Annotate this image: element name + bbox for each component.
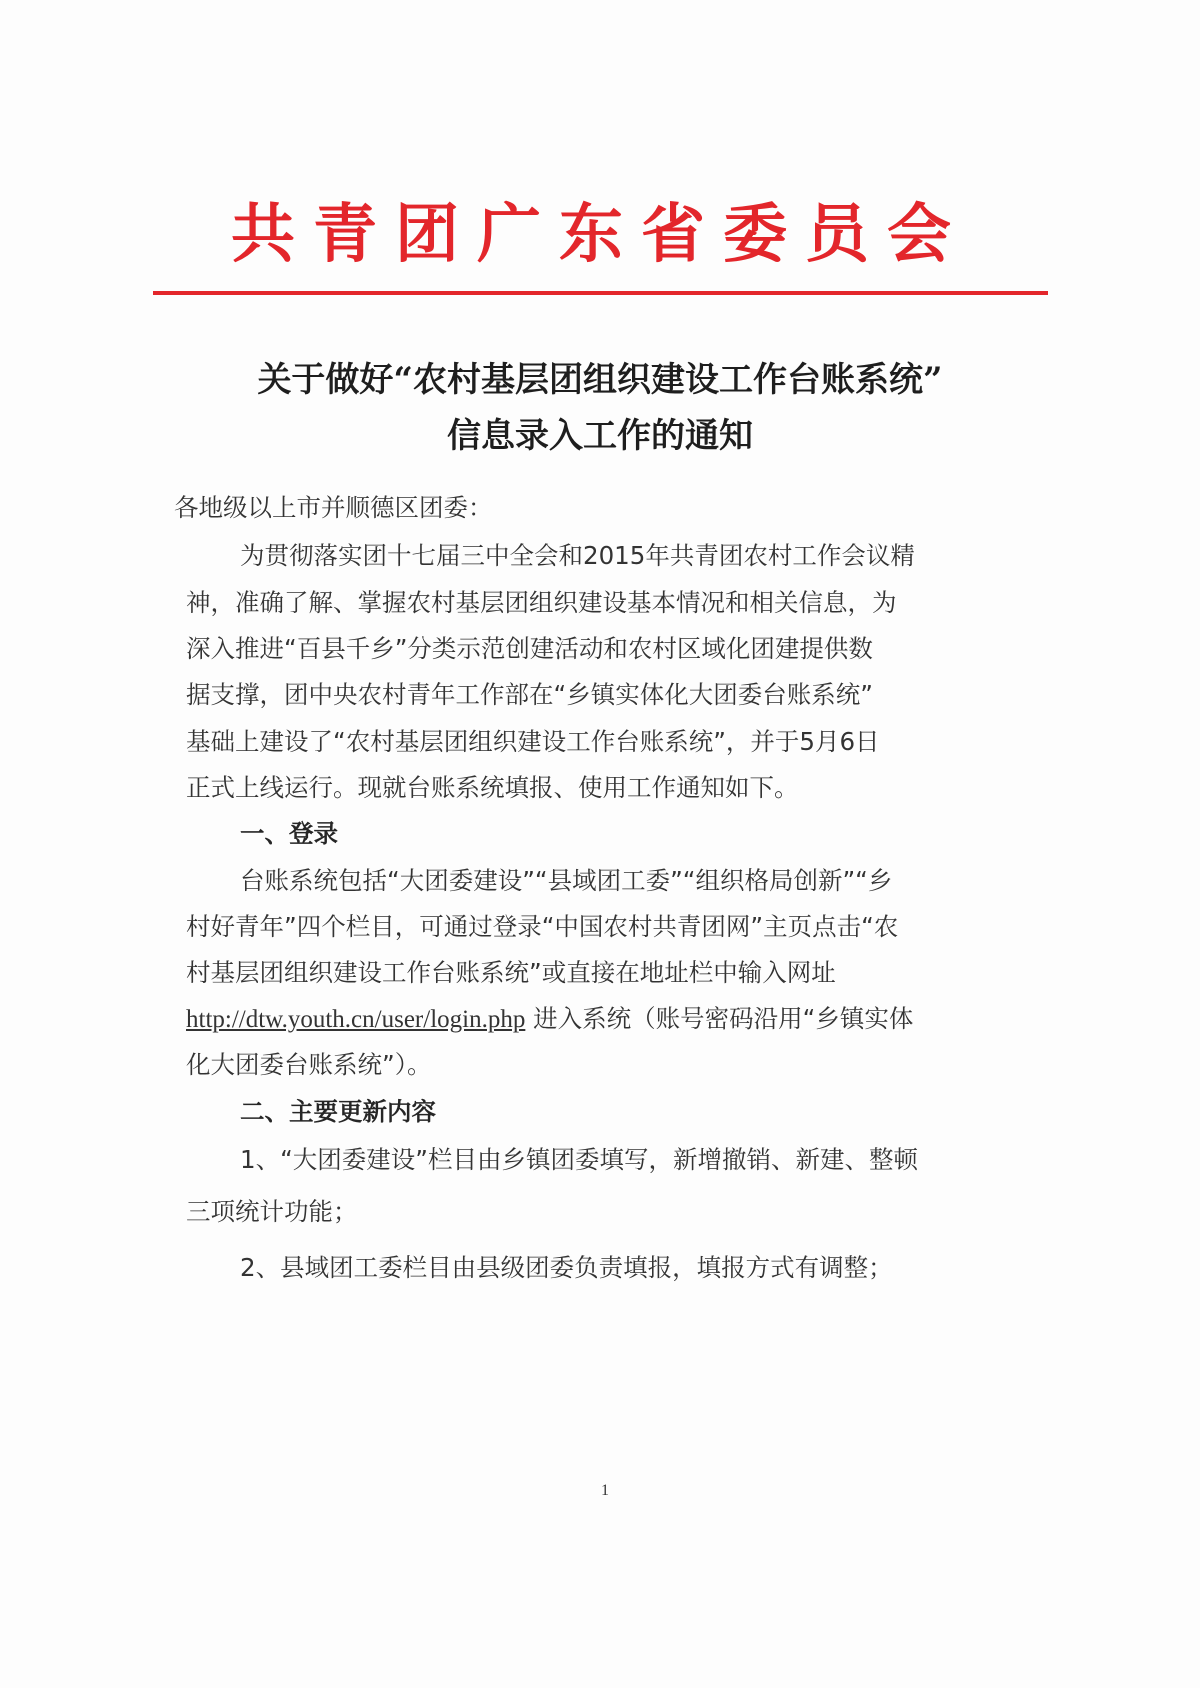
para1-line-6: 正式上线运行。现就台账系统填报、使用工作通知如下。 bbox=[186, 773, 799, 802]
section1-line-3: 村基层团组织建设工作台账系统”或直接在地址栏中输入网址 bbox=[186, 958, 836, 987]
title-line-2: 信息录入工作的通知 bbox=[447, 416, 753, 456]
section1-line-4-rest: 进入系统（账号密码沿用“乡镇实体 bbox=[533, 1004, 914, 1033]
para1-line-1: 为贯彻落实团十七届三中全会和2015年共青团农村工作会议精 bbox=[240, 541, 915, 570]
section2-heading: 二、主要更新内容 bbox=[240, 1097, 436, 1126]
letterhead-title: 共青团广东省委员会 bbox=[231, 197, 969, 272]
section1-line-4 bbox=[186, 1002, 913, 1036]
section1-line-1: 台账系统包括“大团委建设”“县域团工委”“组织格局创新”“乡 bbox=[240, 866, 893, 895]
letterhead-red-rule bbox=[153, 291, 1048, 295]
para1-line-3: 深入推进“百县千乡”分类示范创建活动和农村区域化团建提供数 bbox=[186, 634, 873, 663]
page-number: 1 bbox=[601, 1482, 609, 1499]
title-line-1: 关于做好“农村基层团组织建设工作台账系统” bbox=[257, 360, 943, 400]
para1-line-4: 据支撑，团中央农村青年工作部在“乡镇实体化大团委台账系统” bbox=[186, 680, 873, 709]
section1-line-5: 化大团委台账系统”）。 bbox=[186, 1050, 432, 1079]
salutation: 各地级以上市并顺德区团委： bbox=[174, 493, 493, 522]
section2-item1-line-1: 1、“大团委建设”栏目由乡镇团委填写，新增撤销、新建、整顿 bbox=[240, 1145, 918, 1174]
section2-item1-line-2: 三项统计功能； bbox=[186, 1197, 358, 1226]
section2-item2: 2、县域团工委栏目由县级团委负责填报，填报方式有调整； bbox=[240, 1253, 893, 1282]
para1-line-2: 神，准确了解、掌握农村基层团组织建设基本情况和相关信息，为 bbox=[186, 588, 897, 617]
document-title bbox=[150, 352, 1050, 464]
section1-line-2: 村好青年”四个栏目，可通过登录“中国农村共青团网”主页点击“农 bbox=[186, 912, 899, 941]
system-login-url-link[interactable]: http://dtw.youth.cn/user/login.php bbox=[186, 1006, 526, 1033]
para1-line-5: 基础上建设了“农村基层团组织建设工作台账系统”，并于5月6日 bbox=[186, 727, 880, 756]
section1-heading: 一、登录 bbox=[240, 819, 338, 848]
